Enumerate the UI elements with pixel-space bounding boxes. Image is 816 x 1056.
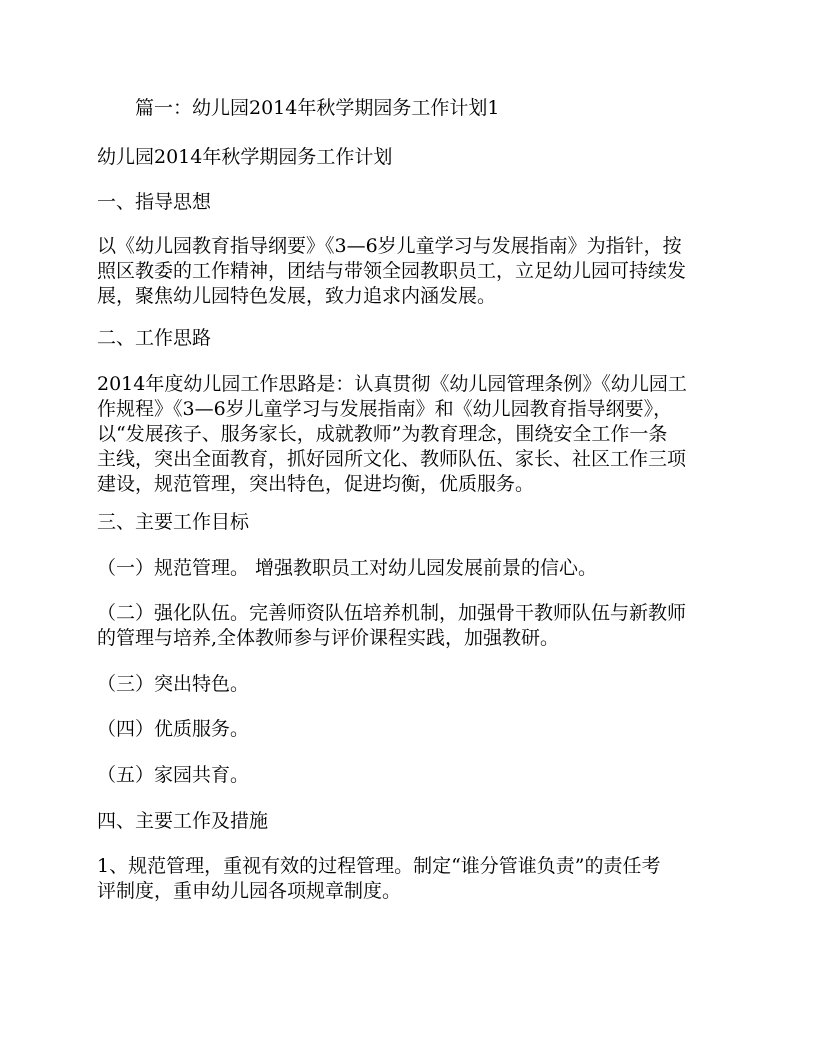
paragraph-guiding-ideology [97,234,722,309]
goal-item-4: （四）优质服务。 [97,718,250,740]
goal-item-5: （五）家园共育。 [97,764,250,786]
goal-item-2 [97,601,722,651]
paragraph-line: 照区教委的工作精神，团结与带领全园教职员工，立足幼儿园可持续发 [97,260,687,282]
paragraph-main-work [97,854,722,904]
document-subtitle: 幼儿园2014年秋学期园务工作计划 [97,146,393,168]
paragraph-work-approach [97,372,722,497]
section-heading-main-work: 四、主要工作及措施 [97,810,269,832]
paragraph-line: 以“发展孩子、服务家长，成就教师”为教育理念，围绕安全工作一条 [97,423,668,445]
paragraph-line: 主线，突出全面教育，抓好园所文化、教师队伍、家长、社区工作三项 [97,448,687,470]
section-heading-main-goals: 三、主要工作目标 [97,511,250,533]
section-heading-work-approach: 二、工作思路 [97,327,212,349]
document-title: 篇一：幼儿园2014年秋学期园务工作计划1 [135,97,500,119]
paragraph-line: 建设，规范管理，突出特色，促进均衡，优质服务。 [97,473,535,495]
paragraph-line: （二）强化队伍。完善师资队伍培养机制，加强骨干教师队伍与新教师 [97,602,687,624]
goal-item-1: （一）规范管理。 增强教职员工对幼儿园发展前景的信心。 [97,557,598,579]
paragraph-line: 2014年度幼儿园工作思路是：认真贯彻《幼儿园管理条例》《幼儿园工 [97,373,687,395]
goal-item-3: （三）突出特色。 [97,673,250,695]
paragraph-line: 以《幼儿园教育指导纲要》《3—6岁儿童学习与发展指南》为指针，按 [97,235,682,257]
paragraph-line: 作规程》《3—6岁儿童学习与发展指南》和《幼儿园教育指导纲要》， [97,398,673,420]
paragraph-line: 评制度，重申幼儿园各项规章制度。 [97,880,402,902]
paragraph-line: 的管理与培养,全体教师参与评价课程实践，加强教研。 [97,627,560,649]
paragraph-line: 1、规范管理，重视有效的过程管理。制定“谁分管谁负责”的责任考 [97,855,661,877]
section-heading-guiding-ideology: 一、指导思想 [97,191,212,213]
paragraph-line: 展，聚焦幼儿园特色发展，致力追求内涵发展。 [97,285,497,307]
